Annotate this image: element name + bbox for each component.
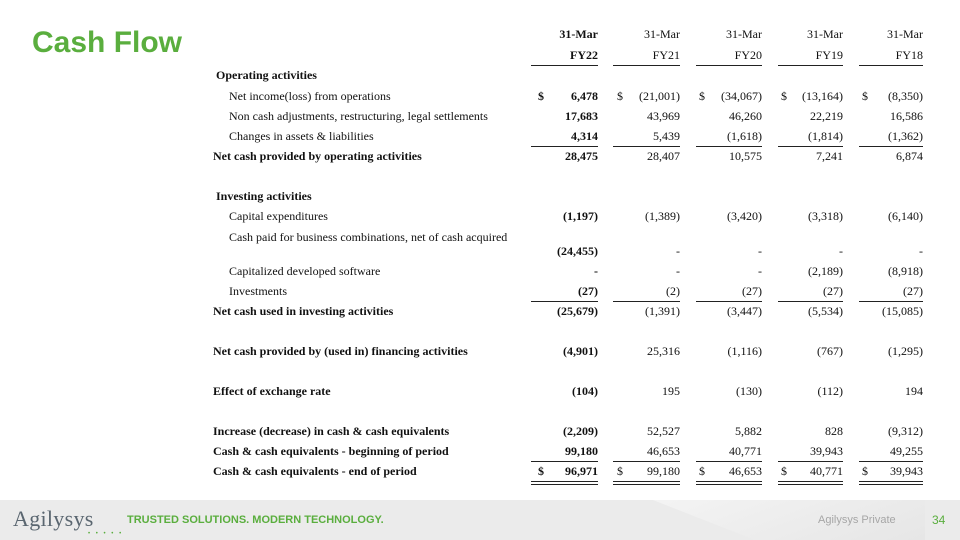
row-value: (9,312) [888,424,923,438]
row-value: (112) [817,384,843,398]
row-value: 40,771 [729,444,762,458]
row-value: (27) [823,284,843,298]
header-rule [778,65,843,66]
row-value: 46,260 [729,109,762,123]
row-value: 7,241 [816,149,843,163]
total-double-rule [613,481,680,485]
row-label: Net cash provided by operating activities [213,149,422,163]
footer-tagline: TRUSTED SOLUTIONS. MODERN TECHNOLOGY. [127,514,384,526]
row-value: (5,534) [808,304,843,318]
row-value: - [676,264,680,278]
row-value: (8,918) [888,264,923,278]
currency-symbol: $ [781,89,787,103]
row-value: (27) [742,284,762,298]
row-value: (1,391) [645,304,680,318]
row-value: (767) [817,344,843,358]
row-label: Net income(loss) from operations [229,89,391,103]
currency-symbol: $ [538,89,544,103]
total-double-rule [778,481,843,485]
row-label: Investments [229,284,287,298]
row-value: (1,814) [808,129,843,143]
subtotal-rule [613,301,680,302]
header-rule [859,65,923,66]
subtotal-rule [531,146,598,147]
subtotal-rule [696,461,762,462]
row-value: (2,209) [563,424,598,438]
currency-symbol: $ [862,89,868,103]
total-double-rule [859,481,923,485]
row-value: 6,478 [571,89,598,103]
row-value: (3,420) [727,209,762,223]
row-value: 99,180 [565,444,598,458]
row-value: (104) [572,384,598,398]
slide-title: Cash Flow [32,26,183,59]
total-double-rule [531,481,598,485]
row-value: (13,164) [802,89,843,103]
column-header-date: 31-Mar [807,27,843,41]
subtotal-rule [859,146,923,147]
row-value: (1,389) [645,209,680,223]
section-heading-operating: Operating activities [216,68,317,82]
section-heading-investing: Investing activities [216,189,312,203]
row-value: 25,316 [647,344,680,358]
row-value: 828 [825,424,843,438]
currency-symbol: $ [617,89,623,103]
column-header-fiscal-year: FY20 [734,48,762,62]
currency-symbol: $ [617,464,623,478]
row-label: Effect of exchange rate [213,384,331,398]
currency-symbol: $ [538,464,544,478]
subtotal-rule [696,146,762,147]
row-value: (27) [903,284,923,298]
row-value: 4,314 [571,129,598,143]
row-value: (3,447) [727,304,762,318]
row-label: Increase (decrease) in cash & cash equivalents [213,424,450,438]
page-number: 34 [932,513,946,527]
row-value: (1,618) [727,129,762,143]
subtotal-rule [859,461,923,462]
row-value: (1,295) [888,344,923,358]
row-label: Net cash provided by (used in) financing activities [213,344,468,358]
column-header-date: 31-Mar [644,27,680,41]
subtotal-rule [859,301,923,302]
row-value: - [758,244,762,258]
row-value: (15,085) [882,304,923,318]
header-rule [696,65,762,66]
row-value: 16,586 [890,109,923,123]
row-value: 46,653 [647,444,680,458]
subtotal-rule [696,301,762,302]
footer-bar [0,500,960,540]
header-rule [613,65,680,66]
row-value: (25,679) [557,304,598,318]
row-value: (3,318) [808,209,843,223]
row-value: (21,001) [639,89,680,103]
subtotal-rule [778,146,843,147]
row-label: Cash paid for business combinations, net of cash acquired [229,230,508,244]
row-value: 28,475 [565,149,598,163]
row-value: 99,180 [647,464,680,478]
row-value: (130) [736,384,762,398]
row-value: - [676,244,680,258]
row-value: (27) [578,284,598,298]
logo-dots: • • • • • [88,531,124,537]
subtotal-rule [778,301,843,302]
subtotal-rule [613,461,680,462]
row-value: (2) [666,284,680,298]
agilysys-logo: Agilysys [13,506,94,531]
row-value: 28,407 [647,149,680,163]
column-header-fiscal-year: FY22 [570,48,598,62]
column-header-fiscal-year: FY21 [652,48,680,62]
subtotal-rule [778,461,843,462]
row-value: 10,575 [729,149,762,163]
row-value: 43,969 [647,109,680,123]
row-value: (24,455) [557,244,598,258]
row-value: 17,683 [565,109,598,123]
classification-label: Agilysys Private [818,514,896,526]
row-value: 39,943 [890,464,923,478]
currency-symbol: $ [699,89,705,103]
subtotal-rule [531,461,598,462]
row-value: 6,874 [896,149,923,163]
currency-symbol: $ [781,464,787,478]
row-value: (1,197) [563,209,598,223]
row-value: (1,362) [888,129,923,143]
column-header-date: 31-Mar [887,27,923,41]
row-value: 46,653 [729,464,762,478]
column-header-date: 31-Mar [726,27,762,41]
row-value: 195 [662,384,680,398]
row-label: Changes in assets & liabilities [229,129,374,143]
row-value: (8,350) [888,89,923,103]
header-rule [531,65,598,66]
row-label: Non cash adjustments, restructuring, legal settlements [229,109,488,123]
column-header-date: 31-Mar [559,27,598,41]
row-value: 5,882 [735,424,762,438]
row-label: Capital expenditures [229,209,328,223]
row-value: 22,219 [810,109,843,123]
row-value: - [839,244,843,258]
row-label: Net cash used in investing activities [213,304,394,318]
row-value: (34,067) [721,89,762,103]
row-value: (1,116) [727,344,762,358]
row-value: 52,527 [647,424,680,438]
row-value: 194 [905,384,923,398]
column-header-fiscal-year: FY18 [895,48,923,62]
row-label: Cash & cash equivalents - end of period [213,464,417,478]
column-header-fiscal-year: FY19 [815,48,843,62]
row-label: Capitalized developed software [229,264,381,278]
currency-symbol: $ [862,464,868,478]
row-value: 49,255 [890,444,923,458]
row-value: 5,439 [653,129,680,143]
row-value: - [758,264,762,278]
row-value: (4,901) [563,344,598,358]
row-label: Cash & cash equivalents - beginning of period [213,444,449,458]
row-value: - [594,264,598,278]
subtotal-rule [613,146,680,147]
row-value: 96,971 [565,464,598,478]
subtotal-rule [531,301,598,302]
row-value: - [919,244,923,258]
total-double-rule [696,481,762,485]
row-value: (2,189) [808,264,843,278]
currency-symbol: $ [699,464,705,478]
row-value: 40,771 [810,464,843,478]
row-value: (6,140) [888,209,923,223]
row-value: 39,943 [810,444,843,458]
